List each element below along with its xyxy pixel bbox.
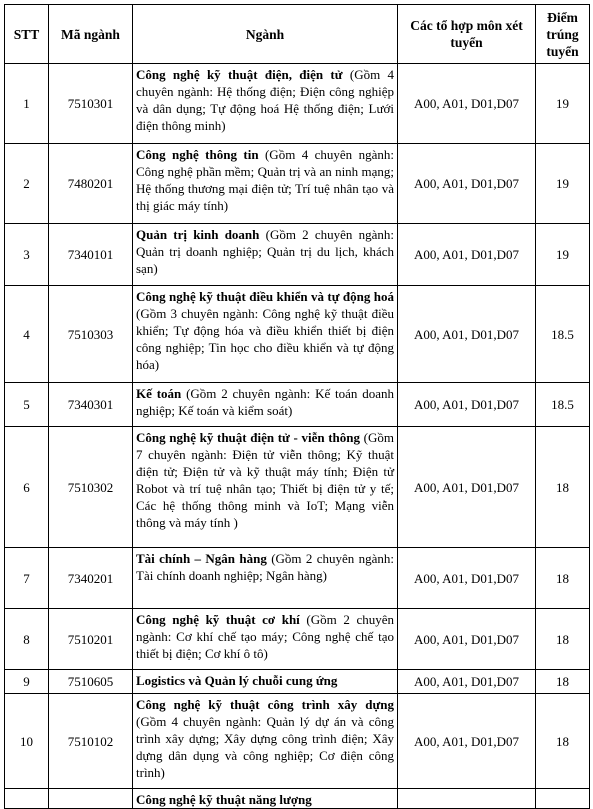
row-score: 18 xyxy=(536,427,590,548)
table-row-partial xyxy=(5,789,590,809)
row-combos: A00, A01, D01,D07 xyxy=(398,694,536,789)
major-name: Quản trị kinh doanh xyxy=(136,227,260,242)
row-code: 7510605 xyxy=(49,670,133,694)
major-name: Kế toán xyxy=(136,386,182,401)
row-major xyxy=(133,144,398,224)
major-name: Tài chính – Ngân hàng xyxy=(136,551,267,566)
row-stt: 3 xyxy=(5,224,49,286)
row-score: 18 xyxy=(536,548,590,609)
major-name: Công nghệ kỹ thuật điện, điện tử xyxy=(136,67,343,82)
row-code xyxy=(49,789,133,809)
row-code: 7340301 xyxy=(49,383,133,427)
row-stt: 5 xyxy=(5,383,49,427)
major-name: Công nghệ kỹ thuật điện tử - viễn thông xyxy=(136,430,361,445)
row-code: 7510303 xyxy=(49,286,133,383)
major-detail: (Gồm 4 chuyên ngành: Công nghệ phần mềm; Quản trị và an ninh mạng; Hệ thống thương mại điện tử; Trí tuệ nhân tạo và thị giác máy tính) xyxy=(136,147,394,213)
table-row xyxy=(5,383,590,427)
row-code: 7480201 xyxy=(49,144,133,224)
row-score: 18 xyxy=(536,694,590,789)
row-combos: A00, A01, D01,D07 xyxy=(398,427,536,548)
major-detail: (Gồm 2 chuyên ngành: Kế toán doanh nghiệp; Kế toán và kiểm soát) xyxy=(136,386,395,418)
row-stt: 10 xyxy=(5,694,49,789)
row-combos: A00, A01, D01,D07 xyxy=(398,609,536,670)
row-major xyxy=(133,548,398,609)
major-name: Công nghệ kỹ thuật cơ khí xyxy=(136,612,300,627)
row-stt: 8 xyxy=(5,609,49,670)
table-row xyxy=(5,224,590,286)
row-combos: A00, A01, D01,D07 xyxy=(398,383,536,427)
row-stt xyxy=(5,789,49,809)
row-code: 7510301 xyxy=(49,64,133,144)
row-major xyxy=(133,224,398,286)
admission-scores-table xyxy=(4,4,590,809)
row-code: 7510302 xyxy=(49,427,133,548)
major-name: Công nghệ thông tin xyxy=(136,147,259,162)
table-row xyxy=(5,144,590,224)
major-name: Công nghệ kỹ thuật điều khiển và tự động hoá xyxy=(136,289,394,304)
major-name: Công nghệ kỹ thuật công trình xây dựng xyxy=(136,697,394,712)
major-detail: (Gồm 7 chuyên ngành: Điện tử viễn thông; Kỹ thuật điện tử; Điện tử và kỹ thuật máy tính; Điện tử Robot và trí tuệ nhân tạo; Thiết bị điện tử y tế; Các hệ thống thông minh và IoT; Mạng viễn thông và máy tính ) xyxy=(136,430,394,530)
row-score: 18 xyxy=(536,670,590,694)
row-code: 7340201 xyxy=(49,548,133,609)
row-major xyxy=(133,609,398,670)
header-score: Điểm trúng tuyển xyxy=(536,5,590,64)
table-row xyxy=(5,548,590,609)
row-major xyxy=(133,670,398,694)
row-code: 7510102 xyxy=(49,694,133,789)
major-detail: (Gồm 4 chuyên ngành: Quản lý dự án và công trình xây dựng; Xây dựng công trình điện; Xây dựng dân dụng và công nghiệp; Cơ điện công trình) xyxy=(136,714,394,780)
table-row xyxy=(5,694,590,789)
header-stt: STT xyxy=(5,5,49,64)
major-detail: (Gồm 4 chuyên ngành: Hệ thống điện; Điện công nghiệp và dân dụng; Tự động hoá Hệ thống điện; Lưới điện thông minh) xyxy=(136,67,394,133)
row-major xyxy=(133,286,398,383)
row-score: 19 xyxy=(536,224,590,286)
row-major xyxy=(133,427,398,548)
row-combos: A00, A01, D01,D07 xyxy=(398,548,536,609)
table-header-row xyxy=(5,5,590,64)
major-detail: (Gồm 2 chuyên ngành: Tài chính doanh nghiệp; Ngân hàng) xyxy=(136,551,394,583)
table-row xyxy=(5,609,590,670)
row-major xyxy=(133,383,398,427)
row-major xyxy=(133,694,398,789)
row-combos: A00, A01, D01,D07 xyxy=(398,144,536,224)
major-detail: (Gồm 3 chuyên ngành: Công nghệ kỹ thuật điều khiển; Tự động hóa và điều khiển thiết bị điện công nghiệp; Tin học cho điều khiển và tự động hóa) xyxy=(136,306,394,372)
row-score: 19 xyxy=(536,144,590,224)
table-row xyxy=(5,427,590,548)
row-score xyxy=(536,789,590,809)
row-combos: A00, A01, D01,D07 xyxy=(398,286,536,383)
admission-document xyxy=(4,4,589,809)
row-major xyxy=(133,64,398,144)
major-detail: (Gồm 2 chuyên ngành: Cơ khí chế tạo máy; Công nghệ chế tạo thiết bị điện; Cơ khí ô tô) xyxy=(136,612,394,661)
row-stt: 9 xyxy=(5,670,49,694)
row-code: 7340101 xyxy=(49,224,133,286)
row-code: 7510201 xyxy=(49,609,133,670)
major-name-partial: Công nghệ kỹ thuật năng lượng xyxy=(136,792,312,807)
header-code: Mã ngành xyxy=(49,5,133,64)
major-name: Logistics và Quản lý chuỗi cung ứng xyxy=(136,673,338,688)
row-stt: 4 xyxy=(5,286,49,383)
row-stt: 1 xyxy=(5,64,49,144)
table-row xyxy=(5,64,590,144)
row-combos: A00, A01, D01,D07 xyxy=(398,670,536,694)
table-row xyxy=(5,286,590,383)
row-stt: 6 xyxy=(5,427,49,548)
table-row xyxy=(5,670,590,694)
header-major: Ngành xyxy=(133,5,398,64)
row-stt: 2 xyxy=(5,144,49,224)
row-major xyxy=(133,789,398,809)
row-score: 18.5 xyxy=(536,383,590,427)
major-detail: (Gồm 2 chuyên ngành: Quản trị doanh nghiệp; Quản trị du lịch, khách sạn) xyxy=(136,227,394,276)
row-score: 18 xyxy=(536,609,590,670)
row-combos: A00, A01, D01,D07 xyxy=(398,224,536,286)
row-score: 18.5 xyxy=(536,286,590,383)
header-combos: Các tổ hợp môn xét tuyển xyxy=(398,5,536,64)
row-combos: A00, A01, D01,D07 xyxy=(398,64,536,144)
row-stt: 7 xyxy=(5,548,49,609)
row-combos xyxy=(398,789,536,809)
row-score: 19 xyxy=(536,64,590,144)
